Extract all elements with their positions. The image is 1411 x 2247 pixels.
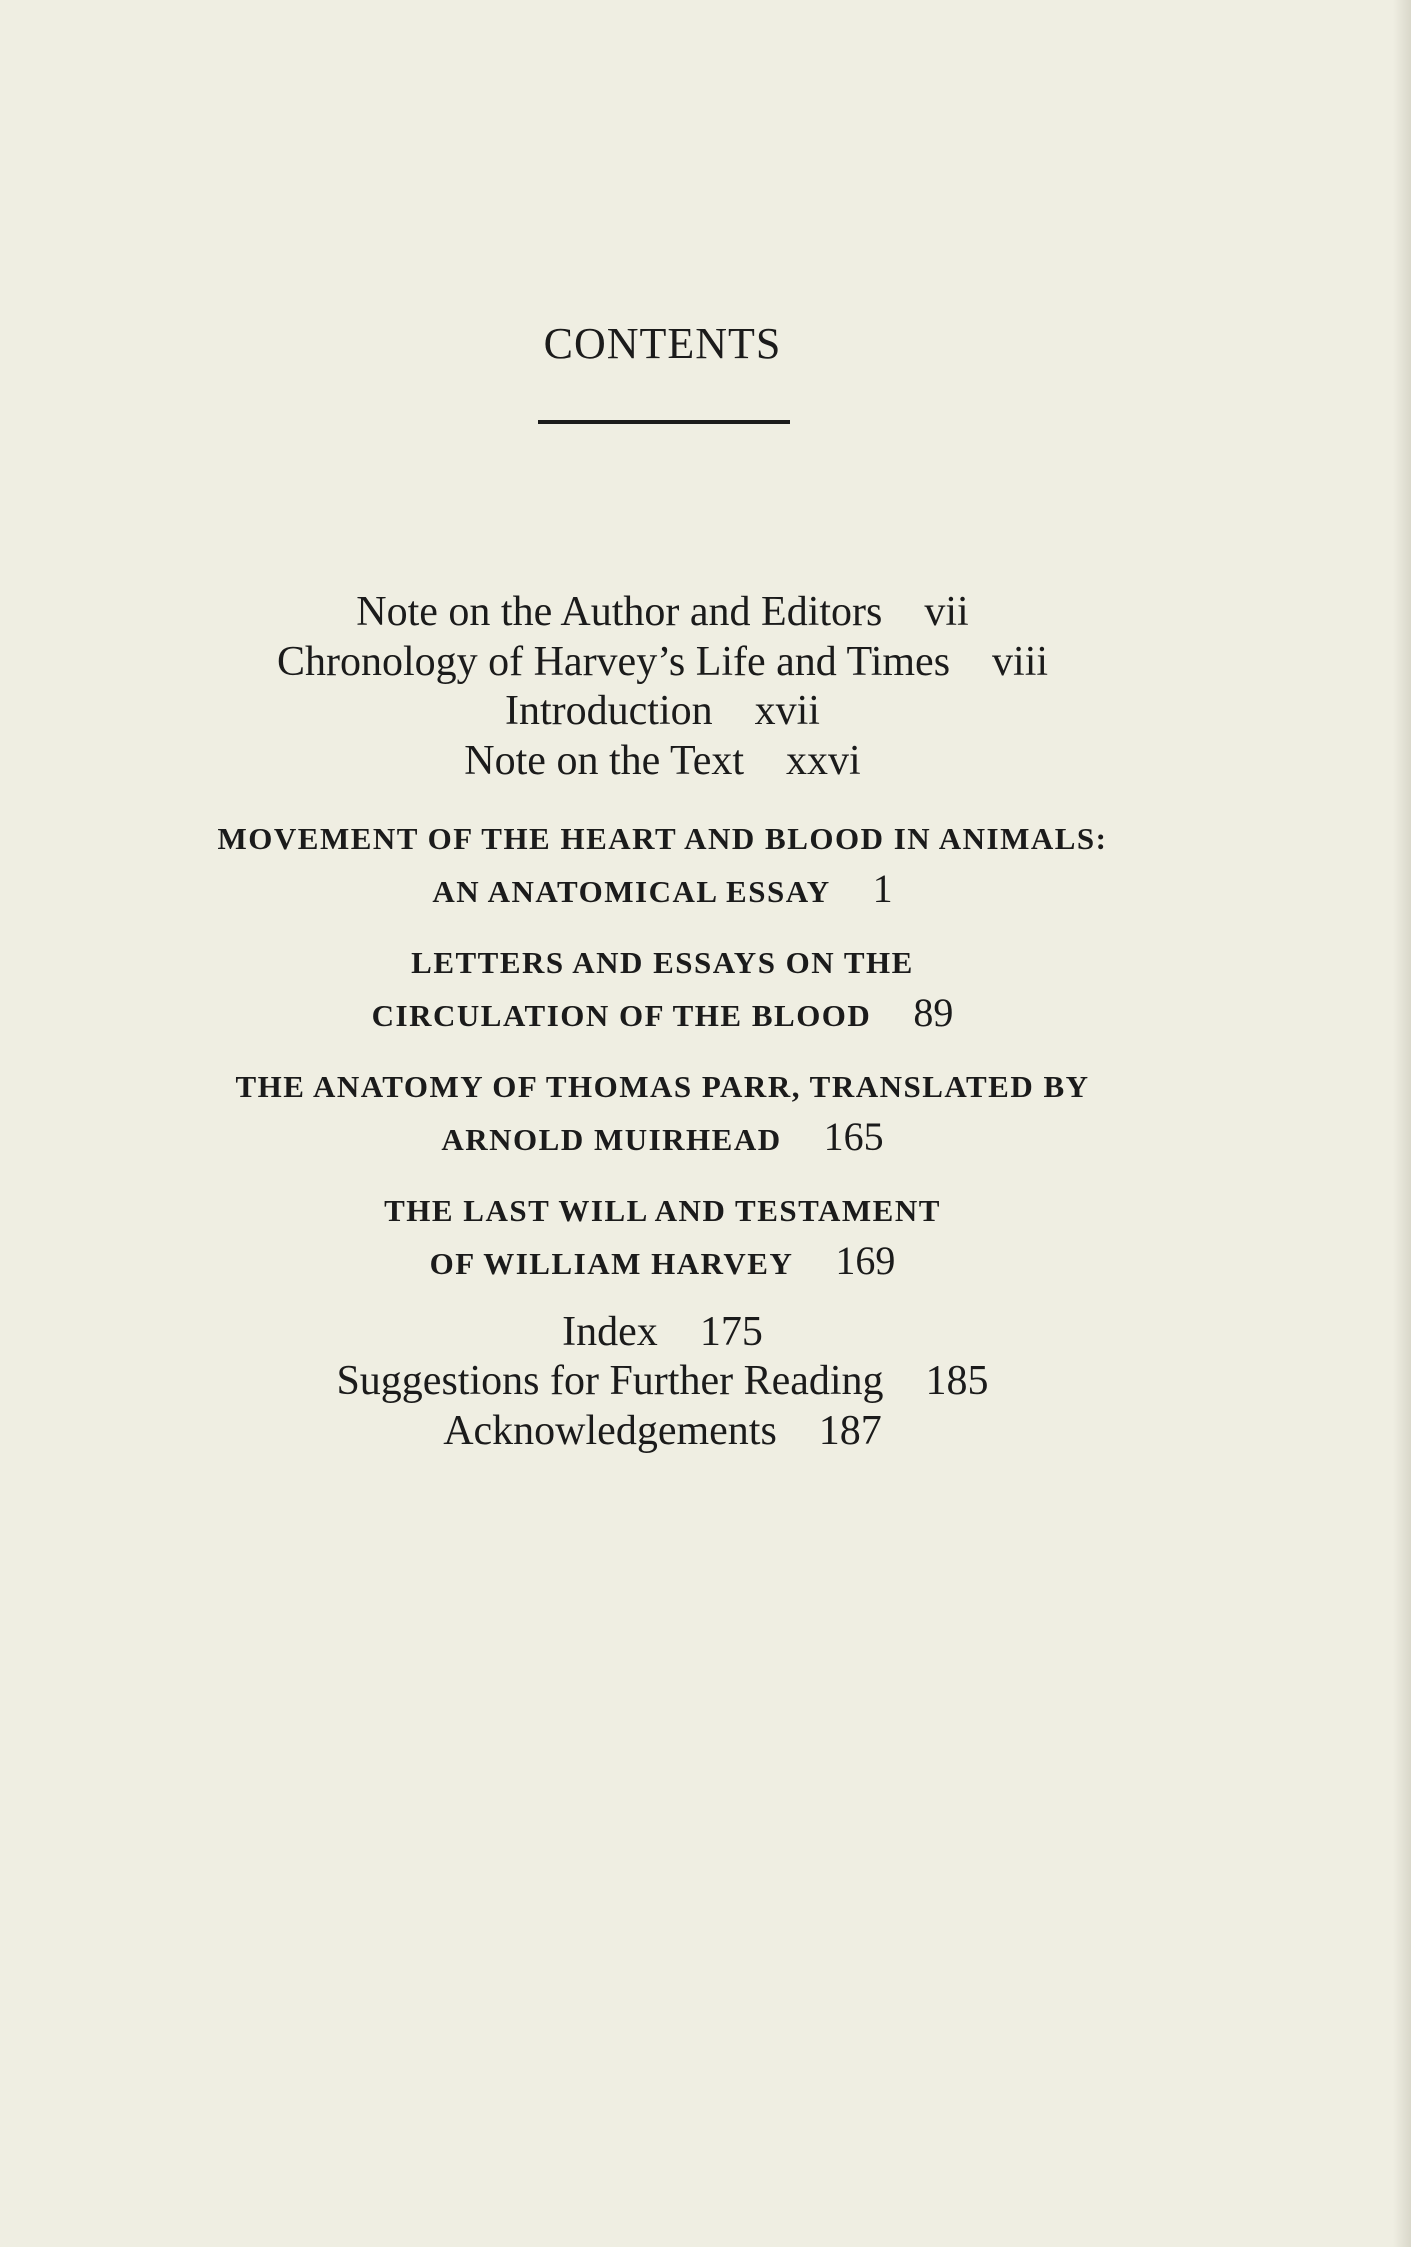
toc-entry-label: Note on the Text (464, 738, 745, 784)
toc-section-thomas-parr (0, 1062, 1325, 1165)
toc-section-line: THE ANATOMY OF THOMAS PARR, TRANSLATED BY (235, 1069, 1090, 1104)
toc-section-page: 165 (823, 1114, 884, 1159)
toc-section-line: AN ANATOMICAL ESSAY (432, 874, 831, 909)
toc-entry-acknowledgements (0, 1406, 1325, 1456)
toc-section-page: 89 (913, 990, 954, 1035)
toc-section-page: 1 (872, 866, 893, 911)
toc-section-line: CIRCULATION OF THE BLOOD (371, 998, 872, 1033)
toc-section-line: MOVEMENT OF THE HEART AND BLOOD IN ANIMALS: (217, 821, 1108, 856)
toc-entry-author-note (0, 587, 1325, 637)
toc-entry-text-note (0, 736, 1325, 786)
toc-entry-introduction (0, 686, 1325, 736)
toc-section-letters (0, 938, 1325, 1041)
toc-entry-label: Acknowledgements (443, 1408, 777, 1454)
toc-entry-page: xxvi (786, 738, 861, 784)
toc-entry-page: 175 (699, 1309, 763, 1355)
toc-entry-label: Introduction (505, 688, 713, 734)
toc-section-line: OF WILLIAM HARVEY (429, 1246, 794, 1281)
toc-entry-label: Index (562, 1309, 658, 1355)
toc-section-line: ARNOLD MUIRHEAD (441, 1122, 782, 1157)
toc-section-last-will (0, 1186, 1325, 1289)
toc-entry-label: Chronology of Harvey’s Life and Times (276, 639, 951, 685)
toc-entry-further-reading (0, 1356, 1325, 1406)
toc-section-line: LETTERS AND ESSAYS ON THE (411, 945, 914, 980)
toc-section-page: 169 (835, 1238, 896, 1283)
toc-entry-page: vii (924, 589, 969, 635)
toc-section-line: THE LAST WILL AND TESTAMENT (384, 1193, 941, 1228)
page-title: CONTENTS (543, 319, 782, 368)
page-edge-shadow (1393, 0, 1411, 2247)
toc-section-movement (0, 814, 1325, 917)
toc-entry-label: Suggestions for Further Reading (336, 1358, 884, 1404)
toc-entry-page: viii (992, 639, 1049, 685)
toc-entry-index (0, 1307, 1325, 1357)
toc-entry-page: 185 (925, 1358, 989, 1404)
toc-entry-label: Note on the Author and Editors (356, 589, 883, 635)
toc-entry-page: xvii (754, 688, 820, 734)
toc-entry-chronology (0, 637, 1325, 687)
title-rule (538, 420, 790, 424)
toc-entry-page: 187 (818, 1408, 882, 1454)
